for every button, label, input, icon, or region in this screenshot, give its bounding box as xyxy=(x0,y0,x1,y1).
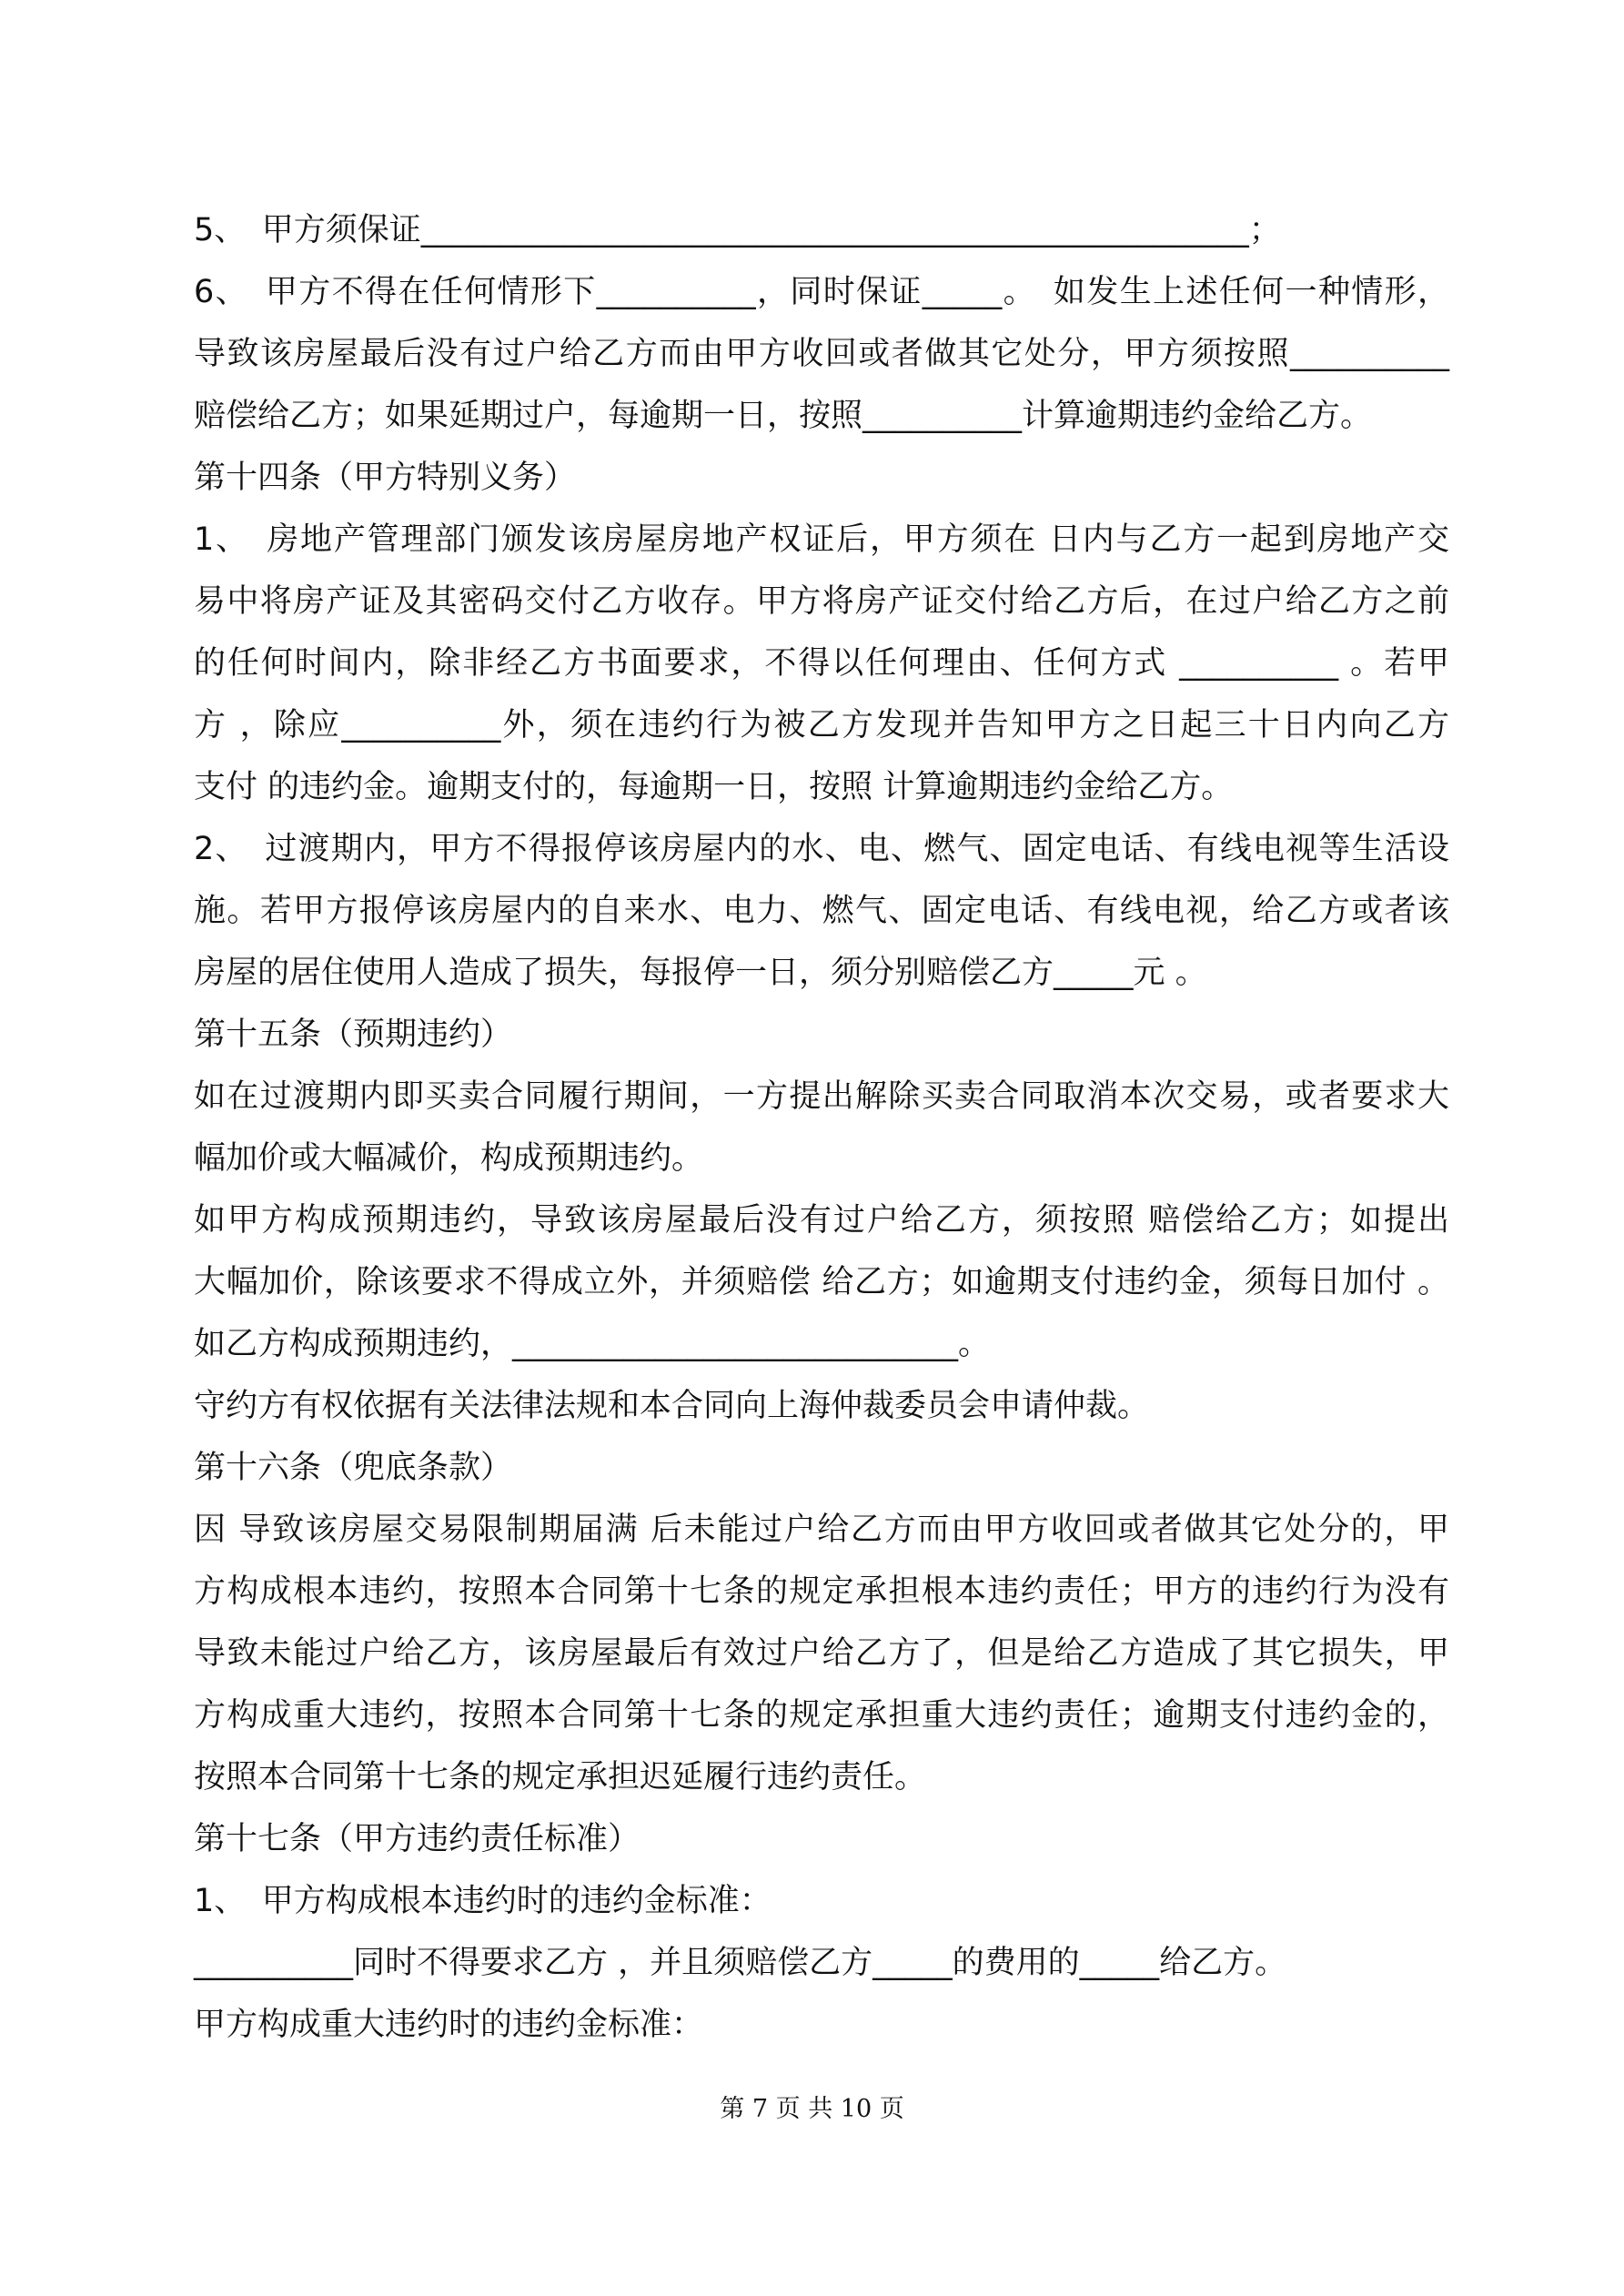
clause-14-item-2-line-3: 房屋的居住使用人造成了损失，每报停一日，须分别赔偿乙方_____元 。 xyxy=(194,955,1207,991)
clause-14-item-1-line-2: 易中将房产证及其密码交付乙方收存。甲方将房产证交付给乙方后，在过户给乙方之前 xyxy=(194,583,1449,620)
clause-13-item-6-line-1: 6、 甲方不得在任何情形下__________，同时保证_____。 如发生上述任何一种情形， xyxy=(194,274,1449,310)
clause-16-line-4: 方构成重大违约，按照本合同第十七条的规定承担重大违约责任；逾期支付违约金的， xyxy=(194,1697,1449,1734)
clause-14-item-1-line-5: 支付 的违约金。逾期支付的，每逾期一日，按照 计算逾期违约金给乙方。 xyxy=(194,769,1234,805)
clause-14-item-1-line-3: 的任何时间内，除非经乙方书面要求，不得以任何理由、任何方式 __________ 。若甲 xyxy=(194,645,1449,682)
clause-13-item-5: 5、 甲方须保证____________________________________________________； xyxy=(194,212,1281,248)
clause-14-item-2-line-1: 2、 过渡期内，甲方不得报停该房屋内的水、电、燃气、固定电话、有线电视等生活设 xyxy=(194,831,1449,867)
clause-16-line-2: 方构成根本违约，按照本合同第十七条的规定承担根本违约责任；甲方的违约行为没有 xyxy=(194,1573,1449,1610)
clause-16-heading: 第十六条（兜底条款） xyxy=(194,1450,513,1486)
clause-15-para-2-line-1: 如甲方构成预期违约，导致该房屋最后没有过户给乙方，须按照 赔偿给乙方；如提出 xyxy=(194,1202,1449,1239)
clause-16-line-3: 导致未能过户给乙方，该房屋最后有效过户给乙方了，但是给乙方造成了其它损失，甲 xyxy=(194,1635,1449,1672)
clause-15-para-4: 守约方有权依据有关法律法规和本合同向上海仲裁委员会申请仲裁。 xyxy=(194,1388,1150,1424)
clause-15-para-1-line-2: 幅加价或大幅减价，构成预期违约。 xyxy=(194,1140,704,1177)
clause-14-item-2-line-2: 施。若甲方报停该房屋内的自来水、电力、燃气、固定电话、有线电视，给乙方或者该 xyxy=(194,893,1449,929)
page-number-footer: 第 7 页 共 10 页 xyxy=(720,2095,904,2123)
clause-15-para-2-line-2: 大幅加价，除该要求不得成立外，并须赔偿 给乙方；如逾期支付违约金，须每日加付 。 xyxy=(194,1264,1449,1300)
clause-16-line-5: 按照本合同第十七条的规定承担迟延履行违约责任。 xyxy=(194,1759,927,1795)
clause-17-major-breach: 甲方构成重大违约时的违约金标准： xyxy=(194,2007,704,2043)
clause-17-item-1-detail: __________同时不得要求乙方 ，并且须赔偿乙方_____的费用的_____给乙方。 xyxy=(194,1945,1287,1981)
clause-15-para-1-line-1: 如在过渡期内即买卖合同履行期间，一方提出解除买卖合同取消本次交易，或者要求大 xyxy=(194,1078,1449,1115)
clause-14-item-1-line-4: 方 ，除应__________外，须在违约行为被乙方发现并告知甲方之日起三十日内向乙方 xyxy=(194,707,1449,743)
clause-17-heading: 第十七条（甲方违约责任标准） xyxy=(194,1821,641,1857)
clause-13-item-6-line-3: 赔偿给乙方；如果延期过户，每逾期一日，按照__________计算逾期违约金给乙方。 xyxy=(194,398,1373,434)
clause-14-heading: 第十四条（甲方特别义务） xyxy=(194,460,577,496)
clause-17-item-1: 1、 甲方构成根本违约时的违约金标准： xyxy=(194,1883,772,1919)
clause-15-para-3: 如乙方构成预期违约，____________________________。 xyxy=(194,1326,991,1362)
clause-16-line-1: 因 导致该房屋交易限制期届满 后未能过户给乙方而由甲方收回或者做其它处分的，甲 xyxy=(194,1512,1449,1548)
clause-13-item-6-line-2: 导致该房屋最后没有过户给乙方而由甲方收回或者做其它处分，甲方须按照__________ xyxy=(194,336,1449,372)
clause-14-item-1-line-1: 1、 房地产管理部门颁发该房屋房地产权证后，甲方须在 日内与乙方一起到房地产交 xyxy=(194,521,1449,558)
clause-15-heading: 第十五条（预期违约） xyxy=(194,1017,513,1053)
